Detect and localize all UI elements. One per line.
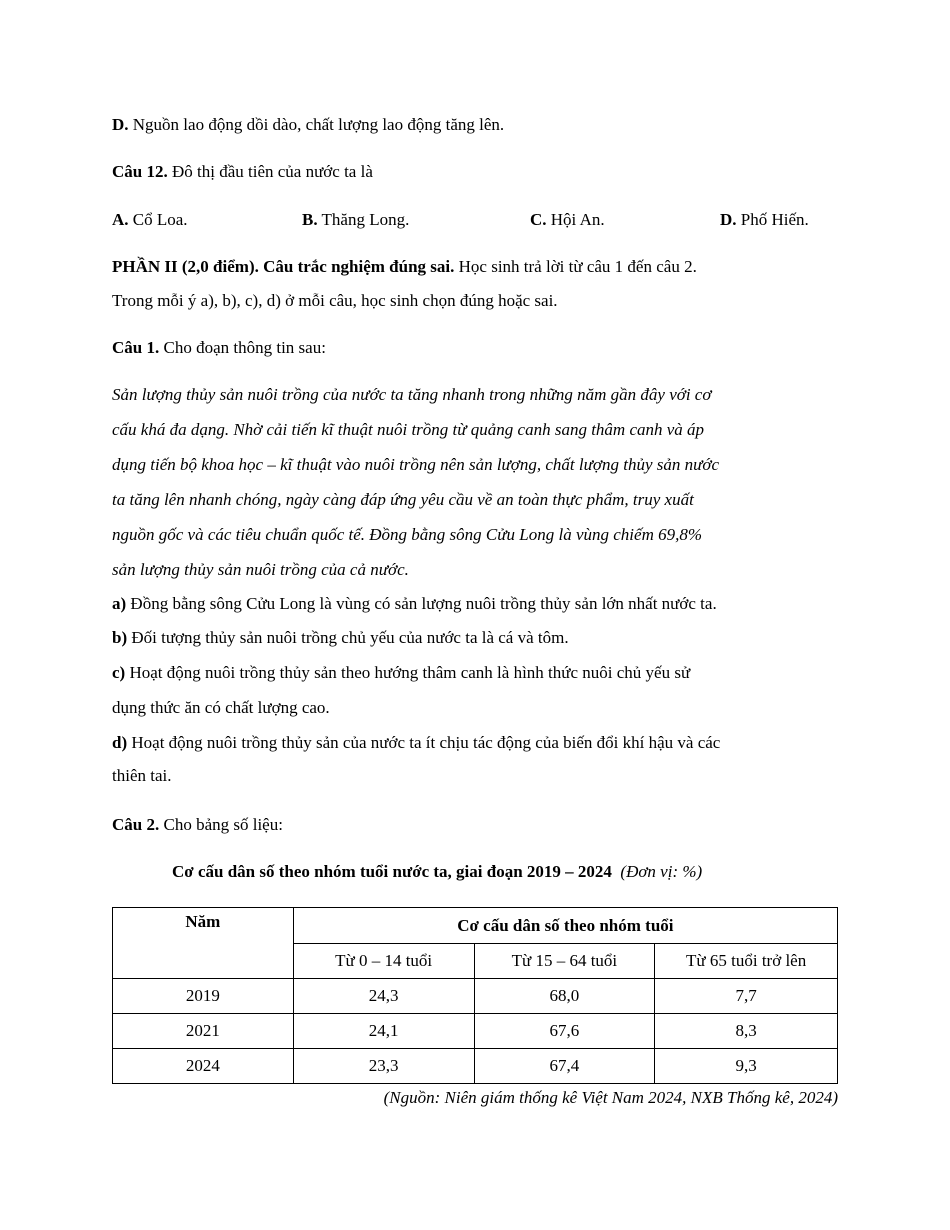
cell-value: 9,3: [655, 1049, 838, 1084]
header-year: Năm: [113, 908, 294, 979]
cell-value: 67,4: [474, 1049, 655, 1084]
q1-stem: Câu 1. Cho đoạn thông tin sau:: [112, 338, 326, 357]
table-title: Cơ cấu dân số theo nhóm tuổi nước ta, giai đoạn 2019 – 2024 (Đơn vị: %): [172, 862, 703, 881]
q1-passage-line: cấu khá đa dạng. Nhờ cải tiến kĩ thuật nuôi trồng từ quảng canh sang thâm canh và áp: [112, 420, 705, 439]
population-structure-table: [112, 907, 838, 1084]
part2-instructions: Trong mỗi ý a), b), c), d) ở mỗi câu, học sinh chọn đúng hoặc sai.: [112, 291, 558, 310]
table-row: [113, 1049, 838, 1084]
subheader-15-64: Từ 15 – 64 tuổi: [474, 944, 655, 979]
q1-statement-c: c) Hoạt động nuôi trồng thủy sản theo hướng thâm canh là hình thức nuôi chủ yếu sử: [112, 663, 691, 682]
table-row: [113, 979, 838, 1014]
subheader-0-14: Từ 0 – 14 tuổi: [293, 944, 474, 979]
q1-statement-d-cont: thiên tai.: [112, 766, 172, 785]
header-age-group: Cơ cấu dân số theo nhóm tuổi: [293, 908, 837, 944]
q12-option-a: A. Cổ Loa.: [112, 210, 188, 229]
table-source: (Nguồn: Niên giám thống kê Việt Nam 2024, NXB Thống kê, 2024): [383, 1088, 838, 1107]
cell-value: 24,1: [293, 1014, 474, 1049]
q12-option-c: C. Hội An.: [530, 210, 605, 229]
q12-option-b: B. Thăng Long.: [302, 210, 410, 229]
cell-value: 67,6: [474, 1014, 655, 1049]
part2-heading: PHẦN II (2,0 điểm). Câu trắc nghiệm đúng sai. Học sinh trả lời từ câu 1 đến câu 2.: [112, 257, 697, 276]
q1-statement-d: d) Hoạt động nuôi trồng thủy sản của nước ta ít chịu tác động của biến đổi khí hậu và các: [112, 733, 721, 752]
cell-value: 68,0: [474, 979, 655, 1014]
q1-passage-line: nguồn gốc và các tiêu chuẩn quốc tế. Đồng bằng sông Cửu Long là vùng chiếm 69,8%: [112, 525, 703, 544]
subheader-65-plus: Từ 65 tuổi trở lên: [655, 944, 838, 979]
cell-year: 2021: [113, 1014, 294, 1049]
cell-value: 24,3: [293, 979, 474, 1014]
cell-value: 8,3: [655, 1014, 838, 1049]
q2-stem: Câu 2. Cho bảng số liệu:: [112, 815, 283, 834]
cell-value: 23,3: [293, 1049, 474, 1084]
q1-statement-c-cont: dụng thức ăn có chất lượng cao.: [112, 698, 330, 717]
q1-statement-b: b) Đối tượng thủy sản nuôi trồng chủ yếu của nước ta là cá và tôm.: [112, 628, 569, 647]
q1-passage-line: dụng tiến bộ khoa học – kĩ thuật vào nuôi trồng nên sản lượng, chất lượng thủy sản nước: [112, 455, 719, 474]
q11-option-d: D. Nguồn lao động dồi dào, chất lượng lao động tăng lên.: [112, 115, 505, 134]
cell-year: 2019: [113, 979, 294, 1014]
q1-passage-line: ta tăng lên nhanh chóng, ngày càng đáp ứng yêu cầu về an toàn thực phẩm, truy xuất: [112, 490, 694, 509]
cell-value: 7,7: [655, 979, 838, 1014]
q1-passage-line-last: sản lượng thủy sản nuôi trồng của cả nước.: [112, 560, 409, 579]
q1-statement-a: a) Đồng bằng sông Cửu Long là vùng có sản lượng nuôi trồng thủy sản lớn nhất nước ta.: [112, 594, 717, 613]
cell-year: 2024: [113, 1049, 294, 1084]
q12-option-d: D. Phố Hiến.: [720, 210, 809, 229]
q1-passage-line: Sản lượng thủy sản nuôi trồng của nước ta tăng nhanh trong những năm gần đây với cơ: [112, 385, 712, 404]
q12-stem: Câu 12. Đô thị đầu tiên của nước ta là: [112, 162, 373, 181]
table-row: [113, 1014, 838, 1049]
